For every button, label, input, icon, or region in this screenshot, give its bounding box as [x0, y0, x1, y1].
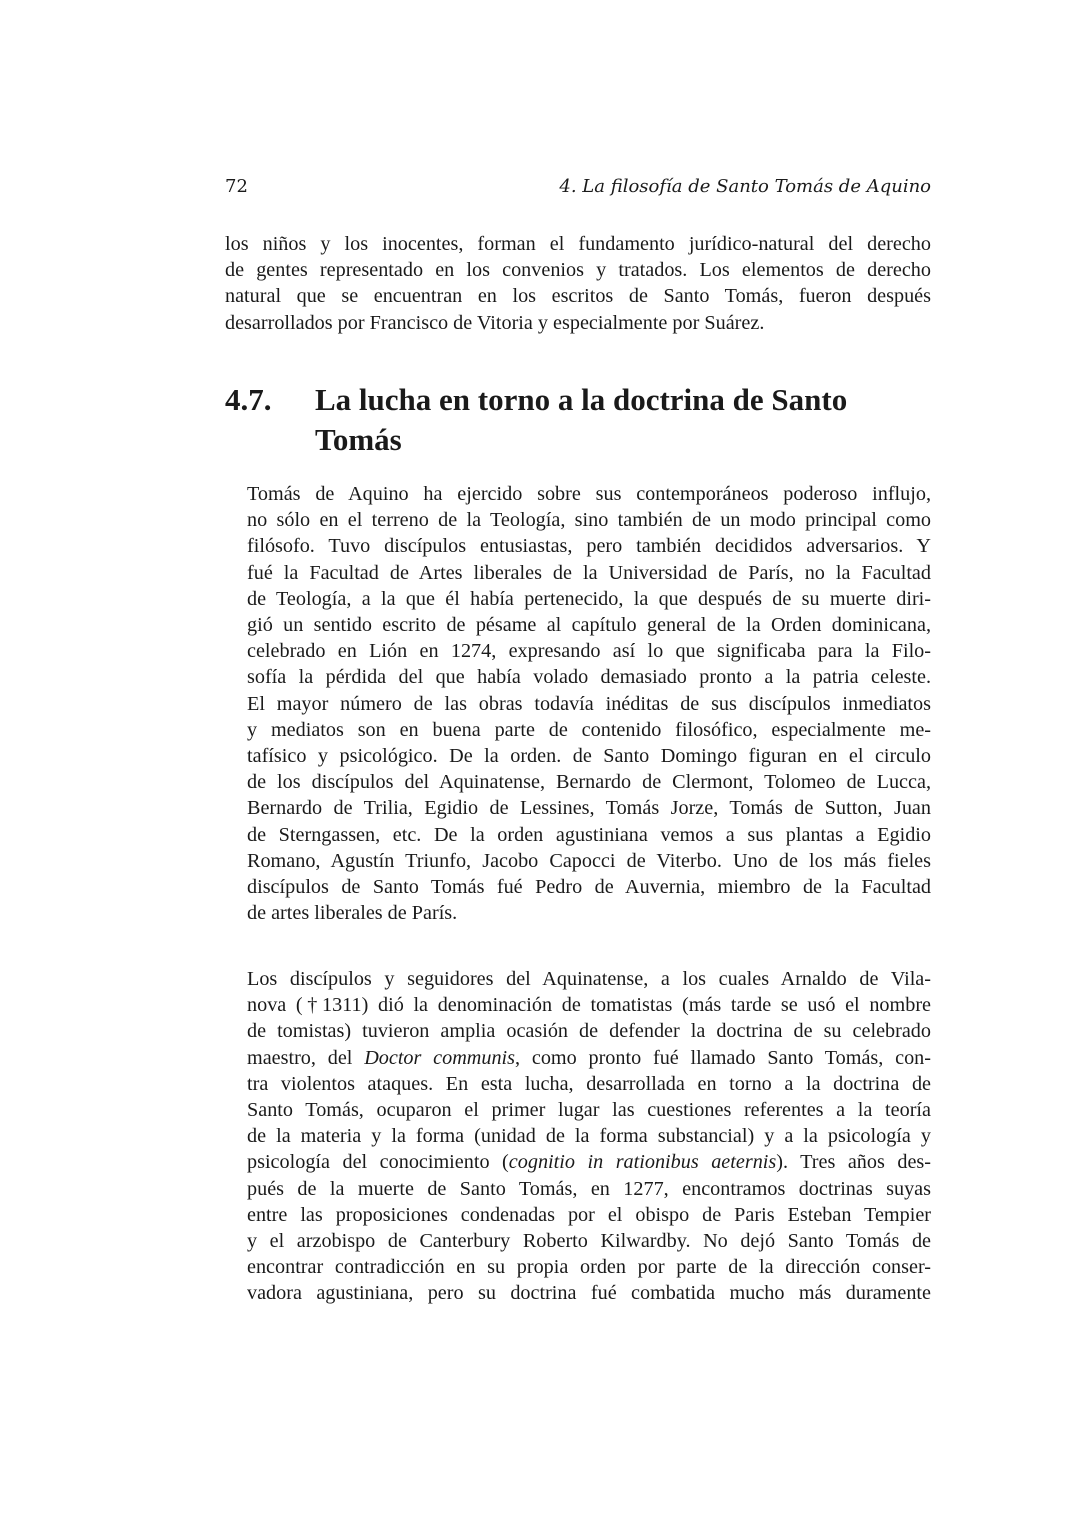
text-line: tafísico y psicológico. De la orden. de Santo Domingo figuran en el circulo	[247, 745, 931, 768]
text-run: , como pronto fué llamado Santo Tomás, con-	[515, 1046, 931, 1069]
text-line: Romano, Agustín Triunfo, Jacobo Capocci de Viterbo. Uno de los más fieles	[247, 849, 931, 872]
text-line: sofía la pérdida del que había volado demasiado pronto a la patria celeste.	[247, 666, 931, 689]
text-line: discípulos de Santo Tomás fué Pedro de Auvernia, miembro de la Facultad	[247, 876, 931, 899]
text-line: Tomás de Aquino ha ejercido sobre sus contemporáneos poderoso influjo,	[247, 483, 931, 505]
text-line: pués de la muerte de Santo Tomás, en 1277, encontramos doctrinas suyas	[247, 1177, 931, 1200]
text-line	[225, 1045, 931, 1071]
chapter-title: 4. La filosofía de Santo Tomás de Aquino	[559, 176, 931, 197]
text-line: Santo Tomás, ocuparon el primer lugar las cuestiones referentes a la teoría	[247, 1099, 931, 1122]
text-line: entre las proposiciones condenadas por el obispo de Paris Esteban Tempier	[247, 1203, 931, 1226]
text-line	[225, 1149, 931, 1175]
text-line: de la materia y la forma (unidad de la forma substancial) y a la psicología y	[247, 1125, 931, 1148]
text-line: de Teología, a la que él había pertenecido, la que después de su muerte diri-	[247, 587, 931, 610]
paragraph-2	[225, 966, 931, 1307]
text-line: Los discípulos y seguidores del Aquinatense, a los cuales Arnaldo de Vila-	[247, 968, 931, 990]
latin-term-doctor-communis: Doctor communis	[364, 1046, 516, 1069]
text-line: El mayor número de las obras todavía inéditas de sus discípulos inmediatos	[247, 692, 931, 715]
section-title-line: La lucha en torno a la doctrina de Santo	[315, 382, 848, 417]
text-line: tra violentos ataques. En esta lucha, desarrollada en torno a la doctrina de	[247, 1072, 931, 1095]
latin-term-cognitio: cognitio in rationibus aeternis	[508, 1151, 777, 1174]
text-line: Bernardo de Trilia, Egidio de Lessines, Tomás Jorze, Tomás de Sutton, Juan	[247, 797, 931, 820]
text-line: nova (†1311) dió la denominación de tomatistas (más tarde se usó el nombre	[247, 994, 931, 1017]
text-run: ). Tres años des-	[776, 1151, 931, 1174]
section-title-line: Tomás	[315, 422, 402, 457]
section-title	[315, 380, 931, 460]
text-run: maestro, del	[247, 1046, 365, 1069]
text-line: desarrollados por Francisco de Vitoria y especialmente por Suárez.	[225, 311, 765, 334]
text-line: y mediatos son en buena parte de contenido filosófico, especialmente me-	[247, 718, 931, 741]
text-line: natural que se encuentran en los escritos de Santo Tomás, fueron después	[225, 285, 931, 308]
text-line: de gentes representado en los convenios y tratados. Los elementos de derecho	[225, 259, 931, 282]
text-line: y el arzobispo de Canterbury Roberto Kilwardby. No dejó Santo Tomás de	[247, 1230, 931, 1253]
text-line: de artes liberales de París.	[247, 902, 458, 925]
page-number: 72	[225, 176, 248, 197]
text-line: celebrado en Lión en 1274, expresando así lo que significaba para la Filo-	[247, 640, 931, 663]
running-header	[225, 176, 931, 200]
text-line: de Sterngassen, etc. De la orden agustiniana vemos a sus plantas a Egidio	[247, 823, 931, 846]
text-line: filósofo. Tuvo discípulos entusiastas, pero también decididos adversarios. Y	[247, 535, 931, 558]
text-line: de los discípulos del Aquinatense, Bernardo de Clermont, Tolomeo de Lucca,	[247, 771, 931, 794]
text-line: encontrar contradicción en su propia orden por parte de la dirección conser-	[247, 1256, 931, 1279]
text-line: vadora agustiniana, pero su doctrina fué combatida mucho más duramente	[247, 1282, 931, 1305]
section-number: 4.7.	[225, 382, 272, 417]
text-line: fué la Facultad de Artes liberales de la Universidad de París, no la Facultad	[247, 561, 931, 584]
text-line: los niños y los inocentes, forman el fundamento jurídico-natural del derecho	[225, 233, 931, 255]
paragraph-1	[225, 481, 931, 926]
text-line: gió un sentido escrito de pésame al capítulo general de la Orden dominicana,	[247, 614, 931, 637]
text-run: psicología del conocimiento (	[247, 1151, 509, 1174]
text-line: no sólo en el terreno de la Teología, sino también de un modo principal como	[247, 509, 931, 532]
book-page	[225, 0, 931, 1528]
paragraph-continued	[225, 231, 931, 336]
text-line: de tomistas) tuvieron amplia ocasión de defender la doctrina de su celebrado	[247, 1020, 931, 1043]
